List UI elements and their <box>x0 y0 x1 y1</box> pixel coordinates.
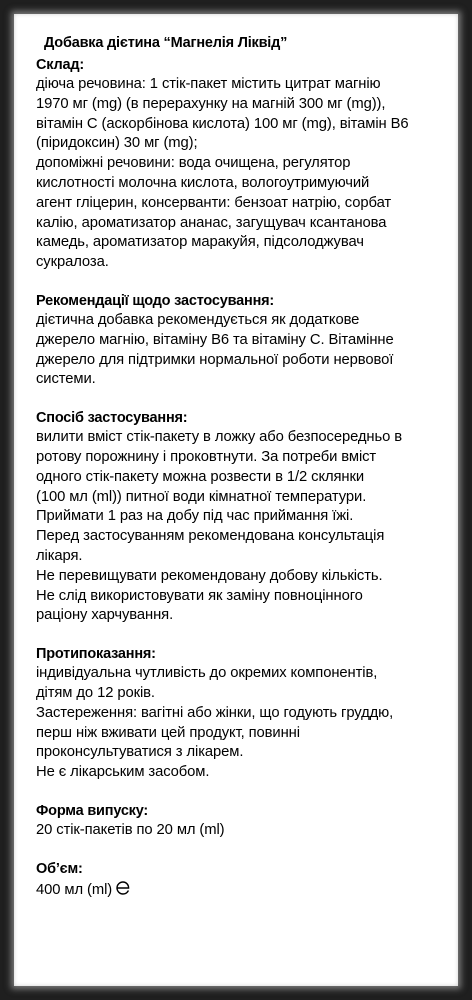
line-text: 400 мл (ml) <box>36 881 113 898</box>
section-text-line <box>36 134 436 154</box>
section-text-line <box>36 95 436 115</box>
section-text-line <box>36 428 436 448</box>
line-text: агент гліцерин, консерванти: бензоат натрію, сорбат <box>36 194 392 211</box>
line-text: допоміжні речовини: вода очищена, регулятор <box>36 155 351 172</box>
line-text: перш ніж вживати цей продукт, повинні <box>36 724 300 741</box>
label-section <box>36 802 436 841</box>
line-text: раціону харчування. <box>36 607 174 624</box>
line-text: Приймати 1 раз на добу під час приймання їжі. <box>36 508 354 525</box>
section-text-line <box>36 821 436 841</box>
section-text-line <box>36 547 436 567</box>
line-text: Перед застосуванням рекомендована консультація <box>36 528 385 545</box>
section-heading: Об’єм: <box>36 860 83 877</box>
line-text: вилити вміст стік-пакету в ложку або безпосередньо в <box>36 429 403 446</box>
section-text-line <box>36 174 436 194</box>
product-title: Добавка дієтина “Магнелія Ліквід” <box>44 35 288 51</box>
line-text: 1970 мг (mg) (в перерахунку на магній 300 мг (mg)), <box>36 95 386 112</box>
section-heading: Форма випуску: <box>36 802 149 819</box>
section-text-line <box>36 606 436 626</box>
section-text-line <box>36 214 436 234</box>
line-text: джерело магнію, вітаміну В6 та вітаміну С. Вітамінне <box>36 331 394 348</box>
line-text: 20 стік-пакетів по 20 мл (ml) <box>36 821 225 838</box>
line-text: системи. <box>36 371 96 388</box>
section-text-line <box>36 684 436 704</box>
line-text: Не перевищувати рекомендовану добову кількість. <box>36 567 383 584</box>
line-text: камедь, ароматизатор маракуйя, підсолоджувач <box>36 234 364 251</box>
line-text: лікаря. <box>36 547 83 564</box>
section-text-line <box>36 448 436 468</box>
label-sections <box>36 56 436 904</box>
section-text-line <box>36 115 436 135</box>
section-text-line <box>36 743 436 763</box>
product-label <box>14 14 458 986</box>
section-text-line <box>36 233 436 253</box>
section-spacer <box>36 626 436 645</box>
section-spacer <box>36 783 436 802</box>
section-text-line <box>36 468 436 488</box>
line-text: калію, ароматизатор ананас, загущувач ксантанова <box>36 214 387 231</box>
line-text: джерело для підтримки нормальної роботи нервової <box>36 351 394 368</box>
section-text-line <box>36 488 436 508</box>
line-text: Не є лікарським засобом. <box>36 764 210 781</box>
section-text-line <box>36 370 436 390</box>
line-text: проконсультуватися з лікарем. <box>36 744 244 761</box>
section-text-line <box>36 587 436 607</box>
section-text-line <box>36 704 436 724</box>
section-text-line <box>36 311 436 331</box>
section-heading: Склад: <box>36 57 85 73</box>
section-spacer <box>36 273 436 292</box>
line-text: одного стік-пакету можна розвести в 1/2 склянки <box>36 468 365 485</box>
section-spacer <box>36 841 436 860</box>
label-section <box>36 292 436 390</box>
section-text-line <box>36 194 436 214</box>
line-text: кислотності молочна кислота, вологоутримуючий <box>36 174 370 191</box>
label-section <box>36 409 436 626</box>
section-text-line <box>36 567 436 587</box>
line-text: ротову порожнину і проковтнути. За потреби вміст <box>36 448 377 465</box>
section-heading: Спосіб застосування: <box>36 410 188 427</box>
line-text: (піридоксин) 30 мг (mg); <box>36 135 198 152</box>
section-heading: Протипоказання: <box>36 646 156 663</box>
section-text-line <box>36 75 436 95</box>
section-spacer <box>36 390 436 409</box>
label-section <box>36 860 436 904</box>
section-text-line <box>36 507 436 527</box>
line-text: Не слід використовувати як заміну повноцінного <box>36 587 363 604</box>
section-text-line <box>36 763 436 783</box>
line-text: вітамін С (аскорбінова кислота) 100 мг (mg), вітамін В6 <box>36 115 409 132</box>
line-text: дієтична добавка рекомендується як додаткове <box>36 311 360 328</box>
line-text: (100 мл (ml)) питної води кімнатної температури. <box>36 488 367 505</box>
section-text-line <box>36 664 436 684</box>
line-text: дітям до 12 років. <box>36 684 155 701</box>
section-text-line <box>36 527 436 547</box>
estimated-sign-icon <box>114 879 132 904</box>
line-text: діюча речовина: 1 стік-пакет містить цитрат магнію <box>36 76 381 92</box>
line-text: Застереження: вагітні або жінки, що годують груддю, <box>36 704 394 721</box>
label-section <box>36 645 436 783</box>
section-text-line <box>36 879 436 904</box>
section-heading: Рекомендації щодо застосування: <box>36 292 275 309</box>
section-text-line <box>36 331 436 351</box>
label-section <box>36 56 436 273</box>
line-text: індивідуальна чутливість до окремих компонентів, <box>36 665 378 682</box>
section-text-line <box>36 253 436 273</box>
section-text-line <box>36 154 436 174</box>
section-text-line <box>36 724 436 744</box>
section-text-line <box>36 351 436 371</box>
line-text: сукралоза. <box>36 254 109 271</box>
